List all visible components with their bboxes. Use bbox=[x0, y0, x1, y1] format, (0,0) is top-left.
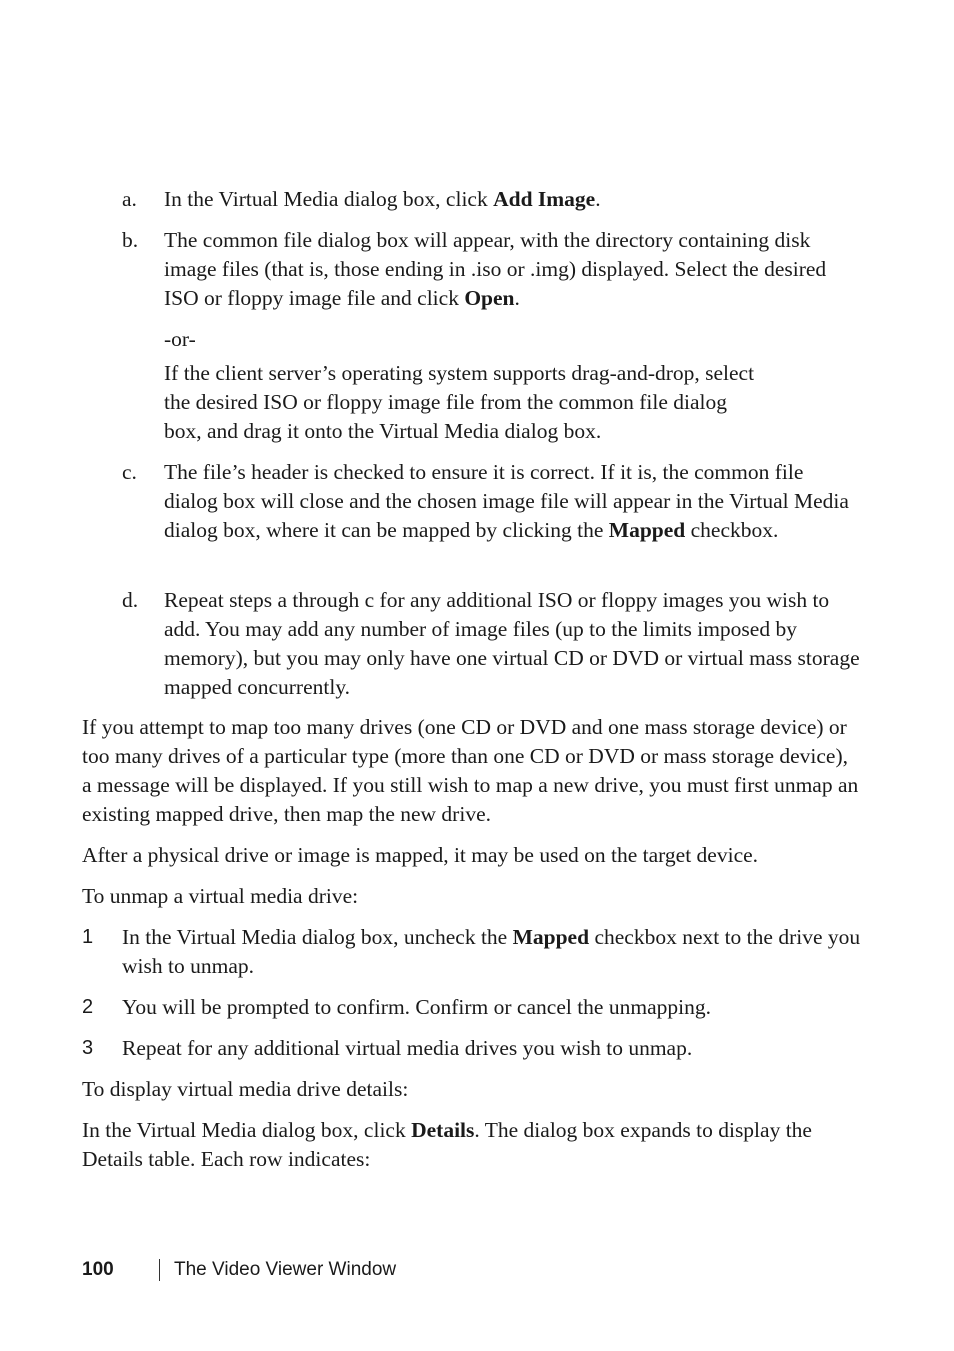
step-text: In the Virtual Media dialog box, uncheck the Mapped checkbox next to the drive you wish to unmap. bbox=[122, 925, 861, 978]
step-text: The common file dialog box will appear, with the directory containing disk image files (that is, those ending in .iso or .img) displayed. Select the desired ISO or floppy image file and click Open. bbox=[164, 228, 827, 310]
section-title: The Video Viewer Window bbox=[174, 1259, 397, 1280]
step-1 bbox=[82, 923, 862, 981]
page-number: 100 bbox=[82, 1259, 114, 1280]
ui-term-add-image: Add Image bbox=[493, 187, 596, 211]
or-separator: -or- bbox=[164, 327, 196, 351]
step-alternative-text: If the client server’s operating system supports drag-and-drop, select the desired ISO or floppy image file from the common file dialog box, and drag it onto the Virtual Media dialog box. bbox=[164, 361, 755, 443]
step-text: You will be prompted to confirm. Confirm or cancel the unmapping. bbox=[122, 995, 711, 1019]
step-text: The file’s header is checked to ensure it is correct. If it is, the common file dialog box will close and the chosen image file will appear in the Virtual Media dialog box, where it can be mapped by clicking the Mapped checkbox. bbox=[164, 460, 849, 542]
step-label: b. bbox=[122, 228, 139, 252]
paragraph-details: In the Virtual Media dialog box, click Details. The dialog box expands to display the Details table. Each row indicates: bbox=[82, 1118, 812, 1171]
step-a bbox=[122, 185, 862, 214]
ui-term-open: Open bbox=[464, 286, 515, 310]
step-label: d. bbox=[122, 588, 139, 612]
step-label: a. bbox=[122, 187, 137, 211]
ui-term-details: Details bbox=[411, 1118, 475, 1142]
step-label: c. bbox=[122, 460, 137, 484]
step-d bbox=[122, 586, 862, 702]
paragraph-too-many-drives: If you attempt to map too many drives (one CD or DVD and one mass storage device) or too many drives of a particular type (more than one CD or DVD or mass storage device), a message will be displayed. If you still wish to map a new drive, you must first unmap an existing mapped drive, then map the new drive. bbox=[82, 715, 859, 826]
step-text: In the Virtual Media dialog box, click Add Image. bbox=[164, 187, 601, 211]
paragraph-to-unmap: To unmap a virtual media drive: bbox=[82, 884, 359, 908]
step-2 bbox=[82, 993, 862, 1022]
paragraph-after-mapped: After a physical drive or image is mapped, it may be used on the target device. bbox=[82, 843, 759, 867]
step-text: Repeat steps a through c for any additional ISO or floppy images you wish to add. You may add any number of image files (up to the limits imposed by memory), but you may only have one virtual CD or DVD or virtual mass storage mapped concurrently. bbox=[164, 588, 860, 699]
step-b bbox=[122, 226, 862, 446]
step-3 bbox=[82, 1034, 862, 1063]
step-number: 2 bbox=[82, 996, 94, 1018]
paragraph-to-display: To display virtual media drive details: bbox=[82, 1077, 409, 1101]
ui-term-mapped: Mapped bbox=[608, 518, 686, 542]
step-text: Repeat for any additional virtual media drives you wish to unmap. bbox=[122, 1036, 693, 1060]
ui-term-mapped: Mapped bbox=[512, 925, 590, 949]
step-number: 3 bbox=[82, 1037, 94, 1059]
footer-divider bbox=[159, 1259, 160, 1281]
step-number: 1 bbox=[82, 926, 94, 948]
step-c bbox=[122, 458, 862, 545]
